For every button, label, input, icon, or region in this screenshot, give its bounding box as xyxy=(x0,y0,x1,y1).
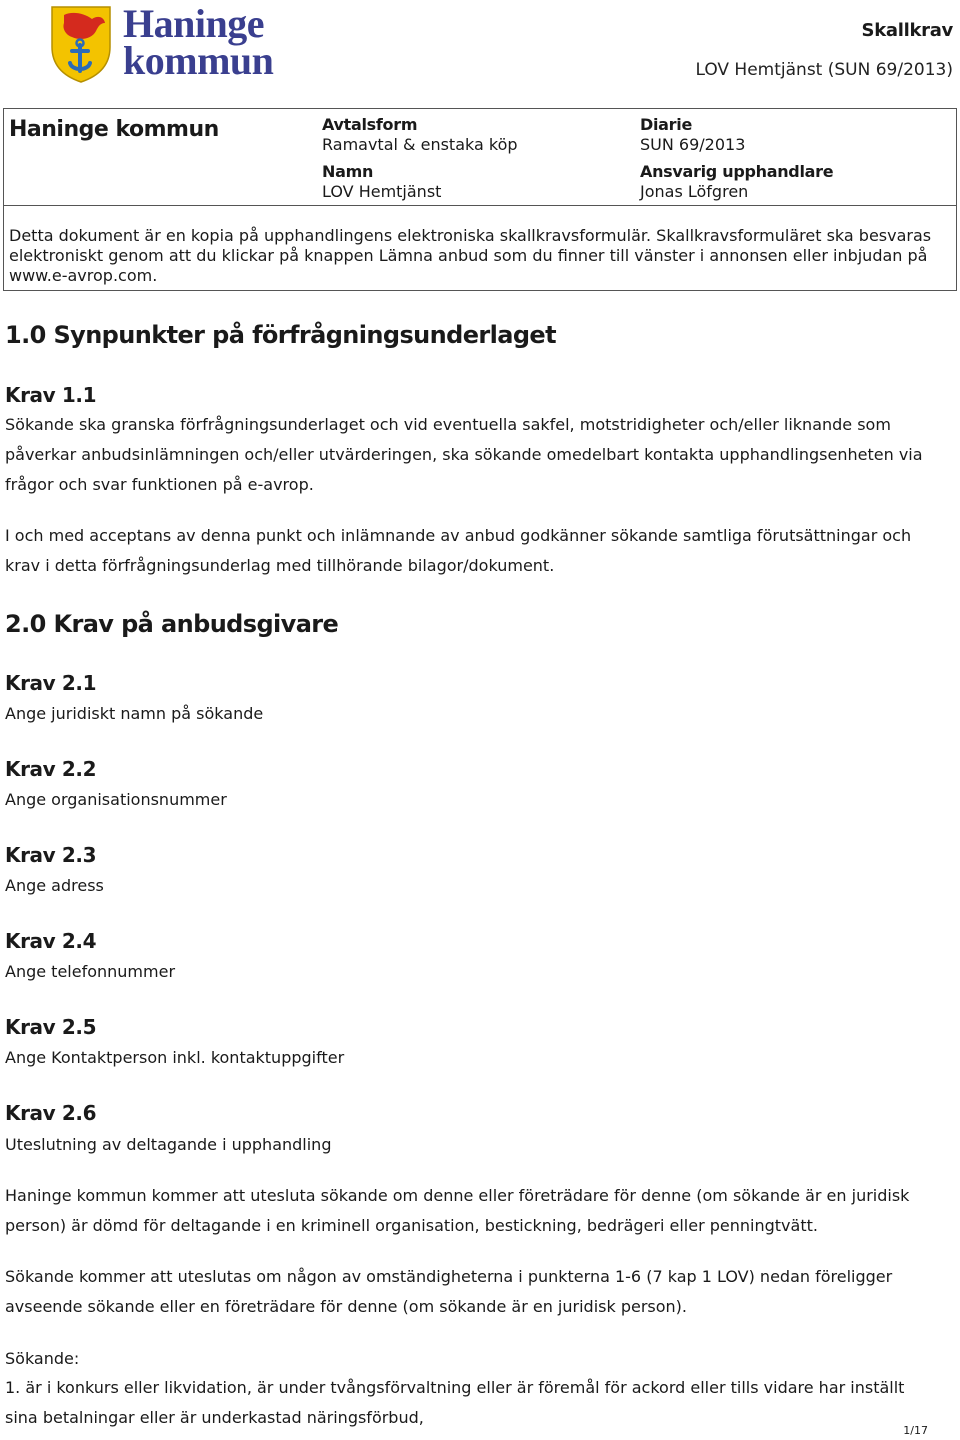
organization-name: Haninge kommun xyxy=(9,117,219,142)
krav-2-4-text: Ange telefonnummer xyxy=(5,962,176,981)
logo-line-1: Haninge xyxy=(123,1,264,46)
diary-label: Diarie xyxy=(640,115,692,134)
krav-1-1-paragraph-2: I och med acceptans av denna punkt och inlämnande av anbud godkänner sökande samtliga förutsättningar och krav i detta förfrågningsunderlag med tillhörande bilagor/dokument. xyxy=(5,526,912,575)
krav-2-6-paragraph-3: Sökande: xyxy=(5,1349,80,1368)
krav-2-6-text: Uteslutning av deltagande i upphandling xyxy=(5,1135,332,1154)
krav-2-6-paragraph-4: 1. är i konkurs eller likvidation, är under tvångsförvaltning eller är föremål för ackord eller tills vidare har inställt sina betalningar eller är underkastad näringsförbud, xyxy=(5,1378,905,1427)
krav-2-1-text: Ange juridiskt namn på sökande xyxy=(5,704,264,723)
krav-2-4-title: Krav 2.4 xyxy=(5,929,97,953)
name-value: LOV Hemtjänst xyxy=(322,182,442,201)
page-number: 1/17 xyxy=(903,1424,928,1437)
diary-value: SUN 69/2013 xyxy=(640,135,746,154)
krav-2-1-title: Krav 2.1 xyxy=(5,671,97,695)
info-note: Detta dokument är en kopia på upphandlingens elektroniska skallkravsformulär. Skallkravsformuläret ska besvaras elektroniskt genom att du klickar på knappen Lämna anbud som du finner till vänster i annonsen eller inbjudan på www.e-avrop.com. xyxy=(9,226,932,285)
krav-2-6-paragraph-1: Haninge kommun kommer att utesluta sökande om denne eller företrädare för denne (om sökande är en juridisk person) är dömd för deltagande i en kriminell organisation, bestickning, bedrägeri eller penningtvätt. xyxy=(5,1186,910,1235)
krav-2-3-title: Krav 2.3 xyxy=(5,843,97,867)
procurement-info-box xyxy=(3,108,957,291)
name-label: Namn xyxy=(322,162,374,181)
krav-2-2-text: Ange organisationsnummer xyxy=(5,790,227,809)
coat-of-arms-icon xyxy=(50,5,112,83)
document-type: Skallkrav xyxy=(861,20,953,41)
agreement-value: Ramavtal & enstaka köp xyxy=(322,135,518,154)
krav-1-1-title: Krav 1.1 xyxy=(5,383,97,407)
krav-2-2-title: Krav 2.2 xyxy=(5,757,97,781)
krav-2-5-title: Krav 2.5 xyxy=(5,1015,97,1039)
section-2-title: 2.0 Krav på anbudsgivare xyxy=(5,610,339,638)
krav-2-6-title: Krav 2.6 xyxy=(5,1101,97,1125)
buyer-label: Ansvarig upphandlare xyxy=(640,162,834,181)
section-1-title: 1.0 Synpunkter på förfrågningsunderlaget xyxy=(5,321,556,349)
krav-2-5-text: Ange Kontaktperson inkl. kontaktuppgifter xyxy=(5,1048,345,1067)
buyer-value: Jonas Löfgren xyxy=(640,182,749,201)
agreement-label: Avtalsform xyxy=(322,115,418,134)
krav-2-6-paragraph-2: Sökande kommer att uteslutas om någon av omständigheterna i punkterna 1-6 (7 kap 1 LOV) nedan föreligger avseende sökande eller en företrädare för denne (om sökande är en juridisk person). xyxy=(5,1267,893,1316)
logo-line-2: kommun xyxy=(123,38,274,83)
krav-1-1-paragraph-1: Sökande ska granska förfrågningsunderlaget och vid eventuella sakfel, motstridigheter och/eller liknande som påverkar anbudsinlämningen och/eller utvärderingen, ska sökande omedelbart kontakta upphandlingsenheten via frågor och svar funktionen på e-avrop. xyxy=(5,415,923,494)
krav-2-3-text: Ange adress xyxy=(5,876,104,895)
document-subtitle: LOV Hemtjänst (SUN 69/2013) xyxy=(695,60,953,80)
municipality-logo xyxy=(50,1,290,83)
